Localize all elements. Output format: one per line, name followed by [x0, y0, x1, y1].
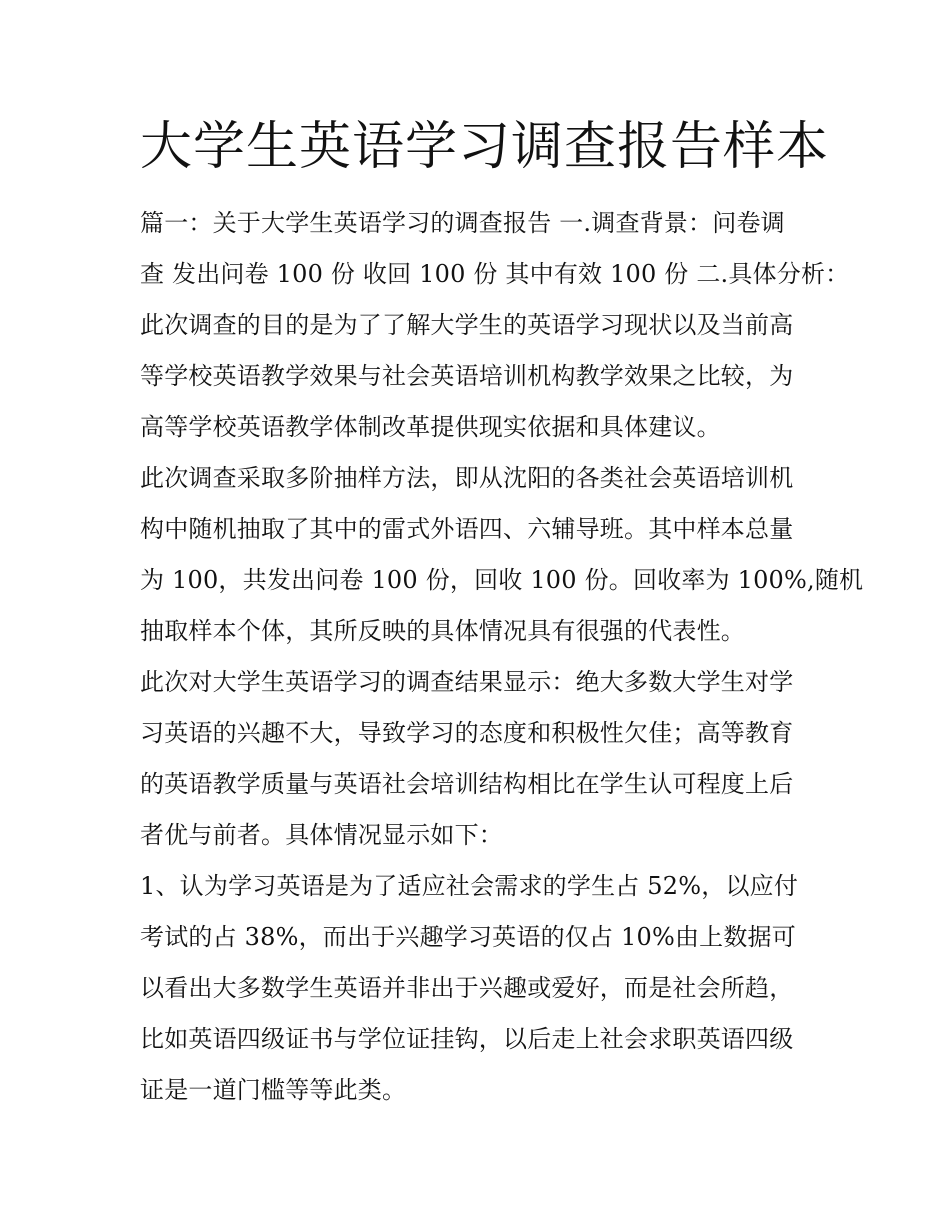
body-line: 以看出大多数学生英语并非出于兴趣或爱好，而是社会所趋，	[140, 974, 794, 1002]
body-line: 证是一道门槛等等此类。	[140, 1076, 407, 1104]
body-line: 此次调查的目的是为了了解大学生的英语学习现状以及当前高	[140, 311, 794, 339]
body-line: 1、认为学习英语是为了适应社会需求的学生占 52%，以应付	[140, 872, 799, 900]
body-line: 比如英语四级证书与学位证挂钩，以后走上社会求职英语四级	[140, 1025, 794, 1053]
body-line: 习英语的兴趣不大，导致学习的态度和积极性欠佳；高等教育	[140, 719, 794, 747]
body-line: 者优与前者。具体情况显示如下：	[140, 821, 503, 849]
document-body	[140, 198, 864, 1116]
body-line: 篇一：关于大学生英语学习的调查报告 一.调查背景：问卷调	[140, 209, 785, 237]
body-line: 此次对大学生英语学习的调查结果显示：绝大多数大学生对学	[140, 668, 794, 696]
body-line: 抽取样本个体，其所反映的具体情况具有很强的代表性。	[140, 617, 745, 645]
body-line: 高等学校英语教学体制改革提供现实依据和具体建议。	[140, 413, 721, 441]
body-line: 查 发出问卷 100 份 收回 100 份 其中有效 100 份 二.具体分析：	[140, 260, 850, 288]
body-line: 此次调查采取多阶抽样方法，即从沈阳的各类社会英语培训机	[140, 464, 794, 492]
body-line: 构中随机抽取了其中的雷式外语四、六辅导班。其中样本总量	[140, 515, 794, 543]
document-title: 大学生英语学习调查报告样本	[140, 117, 830, 177]
body-line: 考试的占 38%，而出于兴趣学习英语的仅占 10%由上数据可	[140, 923, 796, 951]
body-line: 的英语教学质量与英语社会培训结构相比在学生认可程度上后	[140, 770, 794, 798]
body-line: 为 100，共发出问卷 100 份，回收 100 份。回收率为 100%,随机	[140, 566, 864, 594]
body-line: 等学校英语教学效果与社会英语培训机构教学效果之比较，为	[140, 362, 794, 390]
